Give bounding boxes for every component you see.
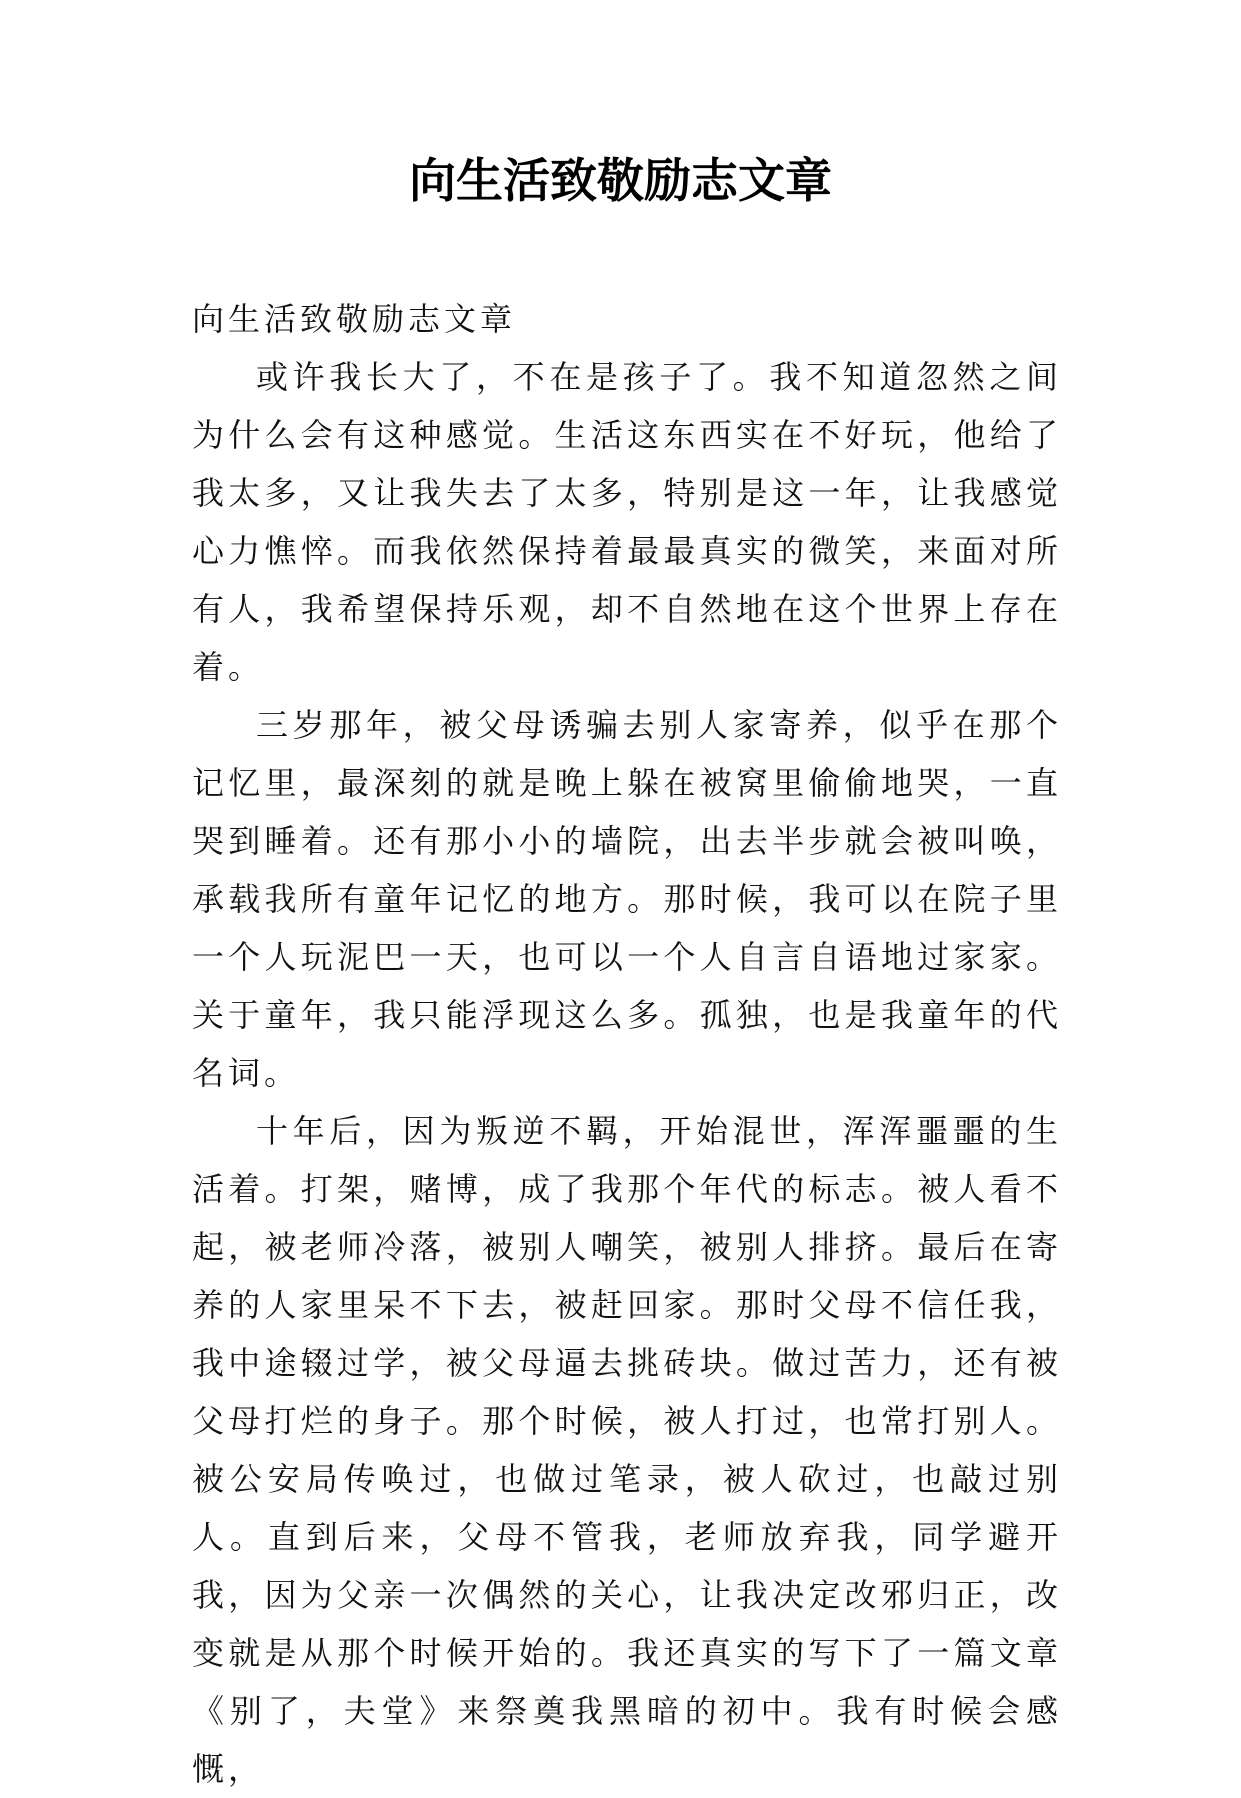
paragraph: 或许我长大了，不在是孩子了。我不知道忽然之间为什么会有这种感觉。生活这东西实在不好玩，他给了我太多，又让我失去了太多，特别是这一年，让我感觉心力憔悴。而我依然保持着最最真实的微笑，来面对所有人，我希望保持乐观，却不自然地在这个世界上存在着。 bbox=[192, 358, 1062, 686]
paragraph: 三岁那年，被父母诱骗去别人家寄养，似乎在那个记忆里，最深刻的就是晚上躲在被窝里偷偷地哭，一直哭到睡着。还有那小小的墙院，出去半步就会被叫唤，承载我所有童年记忆的地方。那时候，我可以在院子里一个人玩泥巴一天，也可以一个人自言自语地过家家。关于童年，我只能浮现这么多。孤独，也是我童年的代名词。 bbox=[192, 706, 1062, 1092]
page-title: 向生活致敬励志文章 bbox=[409, 154, 832, 209]
article-subtitle: 向生活致敬励志文章 bbox=[192, 300, 517, 338]
paragraph: 十年后，因为叛逆不羁，开始混世，浑浑噩噩的生活着。打架，赌博，成了我那个年代的标志。被人看不起，被老师冷落，被别人嘲笑，被别人排挤。最后在寄养的人家里呆不下去，被赶回家。那时父母不信任我，我中途辍过学，被父母逼去挑砖块。做过苦力，还有被父母打烂的身子。那个时候，被人打过，也常打别人。被公安局传唤过，也做过笔录，被人砍过，也敲过别人。直到后来，父母不管我，老师放弃我，同学避开我，因为父亲一次偶然的关心，让我决定改邪归正，改变就是从那个时候开始的。我还真实的写下了一篇文章《别了，夫堂》来祭奠我黑暗的初中。我有时候会感慨， bbox=[192, 1112, 1062, 1788]
article-body bbox=[192, 290, 1062, 1798]
